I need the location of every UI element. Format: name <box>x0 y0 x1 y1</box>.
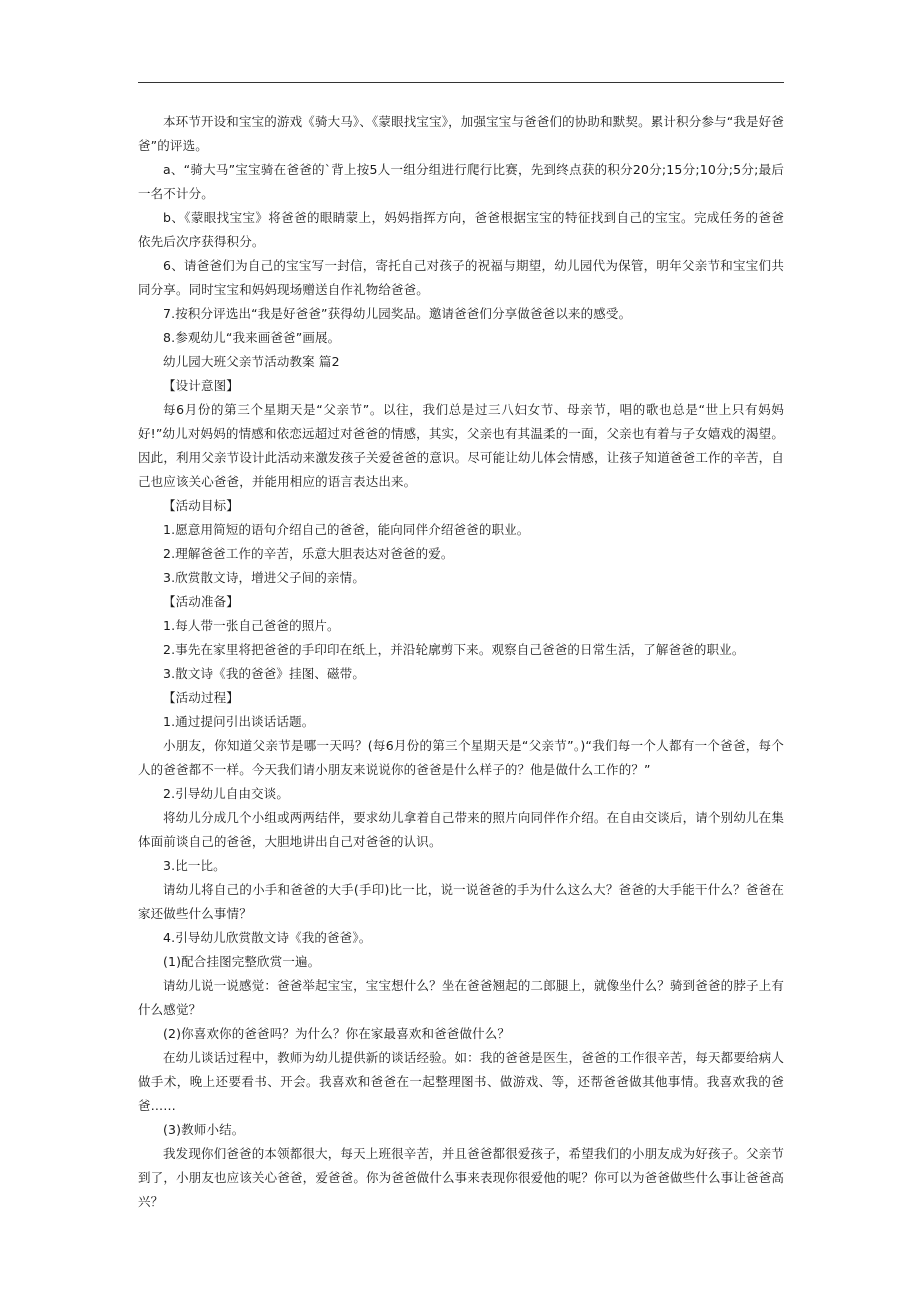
paragraph: (3)教师小结。 <box>163 1122 245 1137</box>
paragraph: 6、请爸爸们为自己的宝宝写一封信，寄托自己对孩子的祝福与期望，幼儿园代为保管，明年父亲节和宝宝们共同分享。同时宝宝和妈妈现场赠送自作礼物给爸爸。 <box>138 258 784 297</box>
paragraph: 将幼儿分成几个小组或两两结伴，要求幼儿拿着自己带来的照片向同伴作介绍。在自由交谈后，请个别幼儿在集体面前谈自己的爸爸，大胆地讲出自己对爸爸的认识。 <box>138 810 784 849</box>
header-rule <box>138 82 784 83</box>
paragraph: 1.愿意用简短的语句介绍自己的爸爸，能向同伴介绍爸爸的职业。 <box>163 522 530 537</box>
paragraph: 2.理解爸爸工作的辛苦，乐意大胆表达对爸爸的爱。 <box>163 546 454 561</box>
paragraph: 8.参观幼儿“我来画爸爸”画展。 <box>163 330 341 345</box>
section-heading: 【活动目标】 <box>163 498 239 513</box>
section-title: 幼儿园大班父亲节活动教案 篇2 <box>163 354 340 369</box>
paragraph: 2.事先在家里将把爸爸的手印印在纸上，并沿轮廓剪下来。观察自己爸爸的日常生活，了解爸爸的职业。 <box>163 642 745 657</box>
paragraph: 4.引导幼儿欣赏散文诗《我的爸爸》。 <box>163 930 372 945</box>
paragraph: 1.通过提问引出谈话话题。 <box>163 714 315 729</box>
paragraph: 我发现你们爸爸的本领都很大，每天上班很辛苦，并且爸爸都很爱孩子，希望我们的小朋友成为好孩子。父亲节到了，小朋友也应该关心爸爸，爱爸爸。你为爸爸做什么事来表现你很爱他的呢？你可以为爸爸做些什么事让爸爸高兴？ <box>138 1146 784 1209</box>
paragraph: 小朋友，你知道父亲节是哪一天吗？(每6月份的第三个星期天是“父亲节”。)“我们每一个人都有一个爸爸，每个人的爸爸都不一样。今天我们请小朋友来说说你的爸爸是什么样子的？他是做什么工作的？” <box>138 738 784 777</box>
paragraph: b、《蒙眼找宝宝》将爸爸的眼睛蒙上，妈妈指挥方向，爸爸根据宝宝的特征找到自己的宝宝。完成任务的爸爸依先后次序获得积分。 <box>138 210 784 249</box>
document-body <box>138 110 784 1214</box>
paragraph: (2)你喜欢你的爸爸吗？为什么？你在家最喜欢和爸爸做什么？ <box>163 1026 511 1041</box>
paragraph: 7.按积分评选出“我是好爸爸”获得幼儿园奖品。邀请爸爸们分享做爸爸以来的感受。 <box>163 306 632 321</box>
paragraph: 3.欣赏散文诗，增进父子间的亲情。 <box>163 570 365 585</box>
paragraph: 每6月份的第三个星期天是“父亲节”。以往，我们总是过三八妇女节、母亲节，唱的歌也总是“世上只有妈妈好!”幼儿对妈妈的情感和依恋远超过对爸爸的情感，其实，父亲也有其温柔的一面，父亲也有着与子女嬉戏的渴望。因此，利用父亲节设计此活动来激发孩子关爱爸爸的意识。尽可能让幼儿体会情感，让孩子知道爸爸工作的辛苦，自己也应该关心爸爸，并能用相应的语言表达出来。 <box>138 402 784 489</box>
section-heading: 【设计意图】 <box>163 378 239 393</box>
paragraph: 在幼儿谈话过程中，教师为幼儿提供新的谈话经验。如：我的爸爸是医生，爸爸的工作很辛苦，每天都要给病人做手术，晚上还要看书、开会。我喜欢和爸爸在一起整理图书、做游戏、等，还帮爸爸做其他事情。我喜欢我的爸爸…… <box>138 1050 784 1113</box>
paragraph: 本环节开设和宝宝的游戏《骑大马》、《蒙眼找宝宝》，加强宝宝与爸爸们的协助和默契。累计积分参与“我是好爸爸”的评选。 <box>138 114 784 153</box>
paragraph: 请幼儿将自己的小手和爸爸的大手(手印)比一比，说一说爸爸的手为什么这么大？爸爸的大手能干什么？爸爸在家还做些什么事情？ <box>138 882 784 921</box>
paragraph: 1.每人带一张自己爸爸的照片。 <box>163 618 340 633</box>
section-heading: 【活动准备】 <box>163 594 239 609</box>
paragraph: 3.比一比。 <box>163 858 226 873</box>
section-heading: 【活动过程】 <box>163 690 239 705</box>
paragraph: (1)配合挂图完整欣赏一遍。 <box>163 954 321 969</box>
paragraph: 3.散文诗《我的爸爸》挂图、磁带。 <box>163 666 365 681</box>
paragraph: a、“骑大马”宝宝骑在爸爸的`背上按5人一组分组进行爬行比赛，先到终点获的积分20分;15分;10分;5分;最后一名不计分。 <box>138 162 784 201</box>
paragraph: 请幼儿说一说感觉：爸爸举起宝宝，宝宝想什么？坐在爸爸翘起的二郎腿上，就像坐什么？骑到爸爸的脖子上有什么感觉？ <box>138 978 784 1017</box>
paragraph: 2.引导幼儿自由交谈。 <box>163 786 290 801</box>
